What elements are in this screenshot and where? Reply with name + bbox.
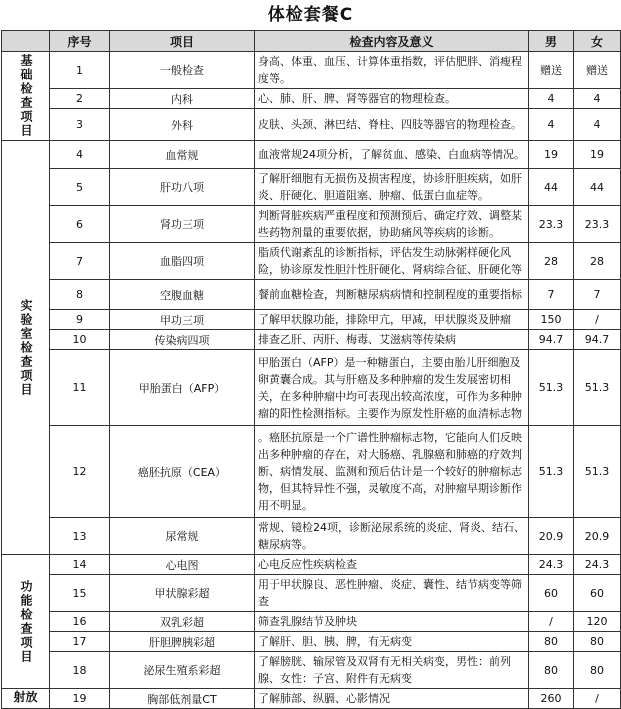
row-desc: 了解甲状腺功能，排除甲亢，甲减，甲状腺炎及肿瘤 <box>255 310 529 330</box>
row-number: 18 <box>50 652 110 689</box>
row-item: 泌尿生殖系彩超 <box>110 652 255 689</box>
row-item: 血常规 <box>110 141 255 169</box>
row-desc: 心电反应性疾病检查 <box>255 555 529 575</box>
table-row <box>2 109 621 141</box>
category-basic: 基础检查项目 <box>2 52 50 141</box>
header-item: 项目 <box>110 31 255 52</box>
row-male-price: 80 <box>529 652 574 689</box>
table-row <box>2 310 621 330</box>
row-desc: 血液常规24项分析，了解贫血、感染、白血病等情况。 <box>255 141 529 169</box>
row-male-price: 28 <box>529 243 574 280</box>
table-row <box>2 280 621 310</box>
row-item: 内科 <box>110 89 255 109</box>
table-row <box>2 518 621 555</box>
row-number: 5 <box>50 169 110 206</box>
row-number: 12 <box>50 426 110 518</box>
row-female-price: / <box>574 310 621 330</box>
table-row <box>2 206 621 243</box>
row-item: 甲胎蛋白（AFP） <box>110 350 255 426</box>
row-female-price: 80 <box>574 652 621 689</box>
row-number: 1 <box>50 52 110 89</box>
row-number: 10 <box>50 330 110 350</box>
row-desc: 甲胎蛋白（AFP）是一种糖蛋白，主要由胎儿肝细胞及卵黄囊合成。其与肝癌及多种肿瘤的发生发展密切相关，在多种肿瘤中均可表现出较高浓度，可作为多种肿瘤的阳性检测指标。主要作为原发性肝癌的血清标志物 <box>255 350 529 426</box>
row-desc: 皮肤、头颈、淋巴结、脊柱、四肢等器官的物理检查。 <box>255 109 529 141</box>
header-female: 女 <box>574 31 621 52</box>
row-desc: 排查乙肝、丙肝、梅毒、艾滋病等传染病 <box>255 330 529 350</box>
row-number: 15 <box>50 575 110 612</box>
header-desc: 检查内容及意义 <box>255 31 529 52</box>
row-male-price: 4 <box>529 109 574 141</box>
row-desc: 筛查乳腺结节及肿块 <box>255 612 529 632</box>
row-number: 4 <box>50 141 110 169</box>
row-item: 肾功三项 <box>110 206 255 243</box>
row-desc: 了解肺部、纵膈、心影情况 <box>255 689 529 709</box>
row-desc: 了解肝细胞有无损伤及损害程度，协诊肝胆疾病，如肝炎、肝硬化、胆道阻塞、肿瘤、低蛋白血症等。 <box>255 169 529 206</box>
row-female-price: 23.3 <box>574 206 621 243</box>
row-female-price: 60 <box>574 575 621 612</box>
row-item: 胸部低剂量CT <box>110 689 255 709</box>
table-row <box>2 652 621 689</box>
row-number: 9 <box>50 310 110 330</box>
table-row <box>2 330 621 350</box>
row-male-price: 60 <box>529 575 574 612</box>
row-desc: 心、肺、肝、脾、肾等器官的物理检查。 <box>255 89 529 109</box>
row-female-price: 51.3 <box>574 350 621 426</box>
row-desc: 脂质代谢紊乱的诊断指标，评估发生动脉粥样硬化风险，协诊原发性胆汁性肝硬化、肾病综合征、肝硬化等 <box>255 243 529 280</box>
row-female-price: 赠送 <box>574 52 621 89</box>
row-male-price: 51.3 <box>529 350 574 426</box>
row-female-price: 19 <box>574 141 621 169</box>
row-female-price: 24.3 <box>574 555 621 575</box>
table-row <box>2 89 621 109</box>
category-func: 功能检查项目 <box>2 555 50 689</box>
header-no: 序号 <box>50 31 110 52</box>
row-desc: 。癌胚抗原是一个广谱性肿瘤标志物，它能向人们反映出多种肿瘤的存在，对大肠癌、乳腺癌和肺癌的疗效判断、病情发展、监测和预后估计是一个较好的肿瘤标志物，但其特异性不强，灵敏度不高，对肿瘤早期诊断作用不明显。 <box>255 426 529 518</box>
row-female-price: 80 <box>574 632 621 652</box>
row-male-price: 20.9 <box>529 518 574 555</box>
row-desc: 餐前血糖检查，判断糖尿病病情和控制程度的重要指标 <box>255 280 529 310</box>
row-male-price: 51.3 <box>529 426 574 518</box>
row-item: 甲状腺彩超 <box>110 575 255 612</box>
row-desc: 用于甲状腺良、恶性肿瘤、炎症、囊性、结节病变等筛查 <box>255 575 529 612</box>
header-category <box>2 31 50 52</box>
table-row <box>2 612 621 632</box>
row-number: 19 <box>50 689 110 709</box>
row-male-price: 24.3 <box>529 555 574 575</box>
row-number: 13 <box>50 518 110 555</box>
row-number: 11 <box>50 350 110 426</box>
row-male-price: 19 <box>529 141 574 169</box>
row-male-price: 4 <box>529 89 574 109</box>
row-number: 8 <box>50 280 110 310</box>
row-item: 尿常规 <box>110 518 255 555</box>
row-number: 7 <box>50 243 110 280</box>
row-male-price: 150 <box>529 310 574 330</box>
table-row <box>2 141 621 169</box>
header-male: 男 <box>529 31 574 52</box>
table-row <box>2 426 621 518</box>
row-female-price: 20.9 <box>574 518 621 555</box>
row-number: 17 <box>50 632 110 652</box>
category-radio: 射放 <box>2 689 50 709</box>
row-male-price: 44 <box>529 169 574 206</box>
row-female-price: 4 <box>574 109 621 141</box>
page-title: 体检套餐C <box>267 5 354 25</box>
row-female-price: 7 <box>574 280 621 310</box>
row-number: 6 <box>50 206 110 243</box>
table-row <box>2 169 621 206</box>
row-item: 外科 <box>110 109 255 141</box>
row-item: 癌胚抗原（CEA） <box>110 426 255 518</box>
row-number: 2 <box>50 89 110 109</box>
category-lab: 实验室检查项目 <box>2 141 50 555</box>
row-number: 3 <box>50 109 110 141</box>
table-row <box>2 575 621 612</box>
package-table <box>1 30 621 709</box>
row-desc: 身高、体重、血压、计算体重指数，评估肥胖、消瘦程度等。 <box>255 52 529 89</box>
row-male-price: 260 <box>529 689 574 709</box>
row-desc: 了解肝、胆、胰、脾，有无病变 <box>255 632 529 652</box>
row-female-price: 94.7 <box>574 330 621 350</box>
row-male-price: 赠送 <box>529 52 574 89</box>
row-item: 双乳彩超 <box>110 612 255 632</box>
row-item: 传染病四项 <box>110 330 255 350</box>
row-female-price: 4 <box>574 89 621 109</box>
header-row <box>2 31 621 52</box>
row-desc: 常规、镜检24项，诊断泌尿系统的炎症、肾炎、结石、糖尿病等。 <box>255 518 529 555</box>
row-item: 肝胆脾胰彩超 <box>110 632 255 652</box>
table-row <box>2 243 621 280</box>
table-row <box>2 555 621 575</box>
row-male-price: / <box>529 612 574 632</box>
row-item: 心电图 <box>110 555 255 575</box>
row-female-price: 44 <box>574 169 621 206</box>
row-female-price: 51.3 <box>574 426 621 518</box>
row-desc: 了解膀胱、输尿管及双肾有无相关病变，男性：前列腺、女性：子宫、附件有无病变 <box>255 652 529 689</box>
row-item: 甲功三项 <box>110 310 255 330</box>
row-male-price: 23.3 <box>529 206 574 243</box>
table-row <box>2 689 621 709</box>
row-item: 空腹血糖 <box>110 280 255 310</box>
table-row <box>2 350 621 426</box>
row-item: 血脂四项 <box>110 243 255 280</box>
row-number: 16 <box>50 612 110 632</box>
row-desc: 判断肾脏疾病严重程度和预测预后、确定疗效、调整某些药物剂量的重要依据，协助痛风等疾病的诊断。 <box>255 206 529 243</box>
row-male-price: 7 <box>529 280 574 310</box>
row-female-price: 120 <box>574 612 621 632</box>
row-male-price: 94.7 <box>529 330 574 350</box>
table-row <box>2 632 621 652</box>
row-item: 一般检查 <box>110 52 255 89</box>
row-female-price: 28 <box>574 243 621 280</box>
row-male-price: 80 <box>529 632 574 652</box>
row-female-price: / <box>574 689 621 709</box>
row-number: 14 <box>50 555 110 575</box>
row-item: 肝功八项 <box>110 169 255 206</box>
table-row <box>2 52 621 89</box>
